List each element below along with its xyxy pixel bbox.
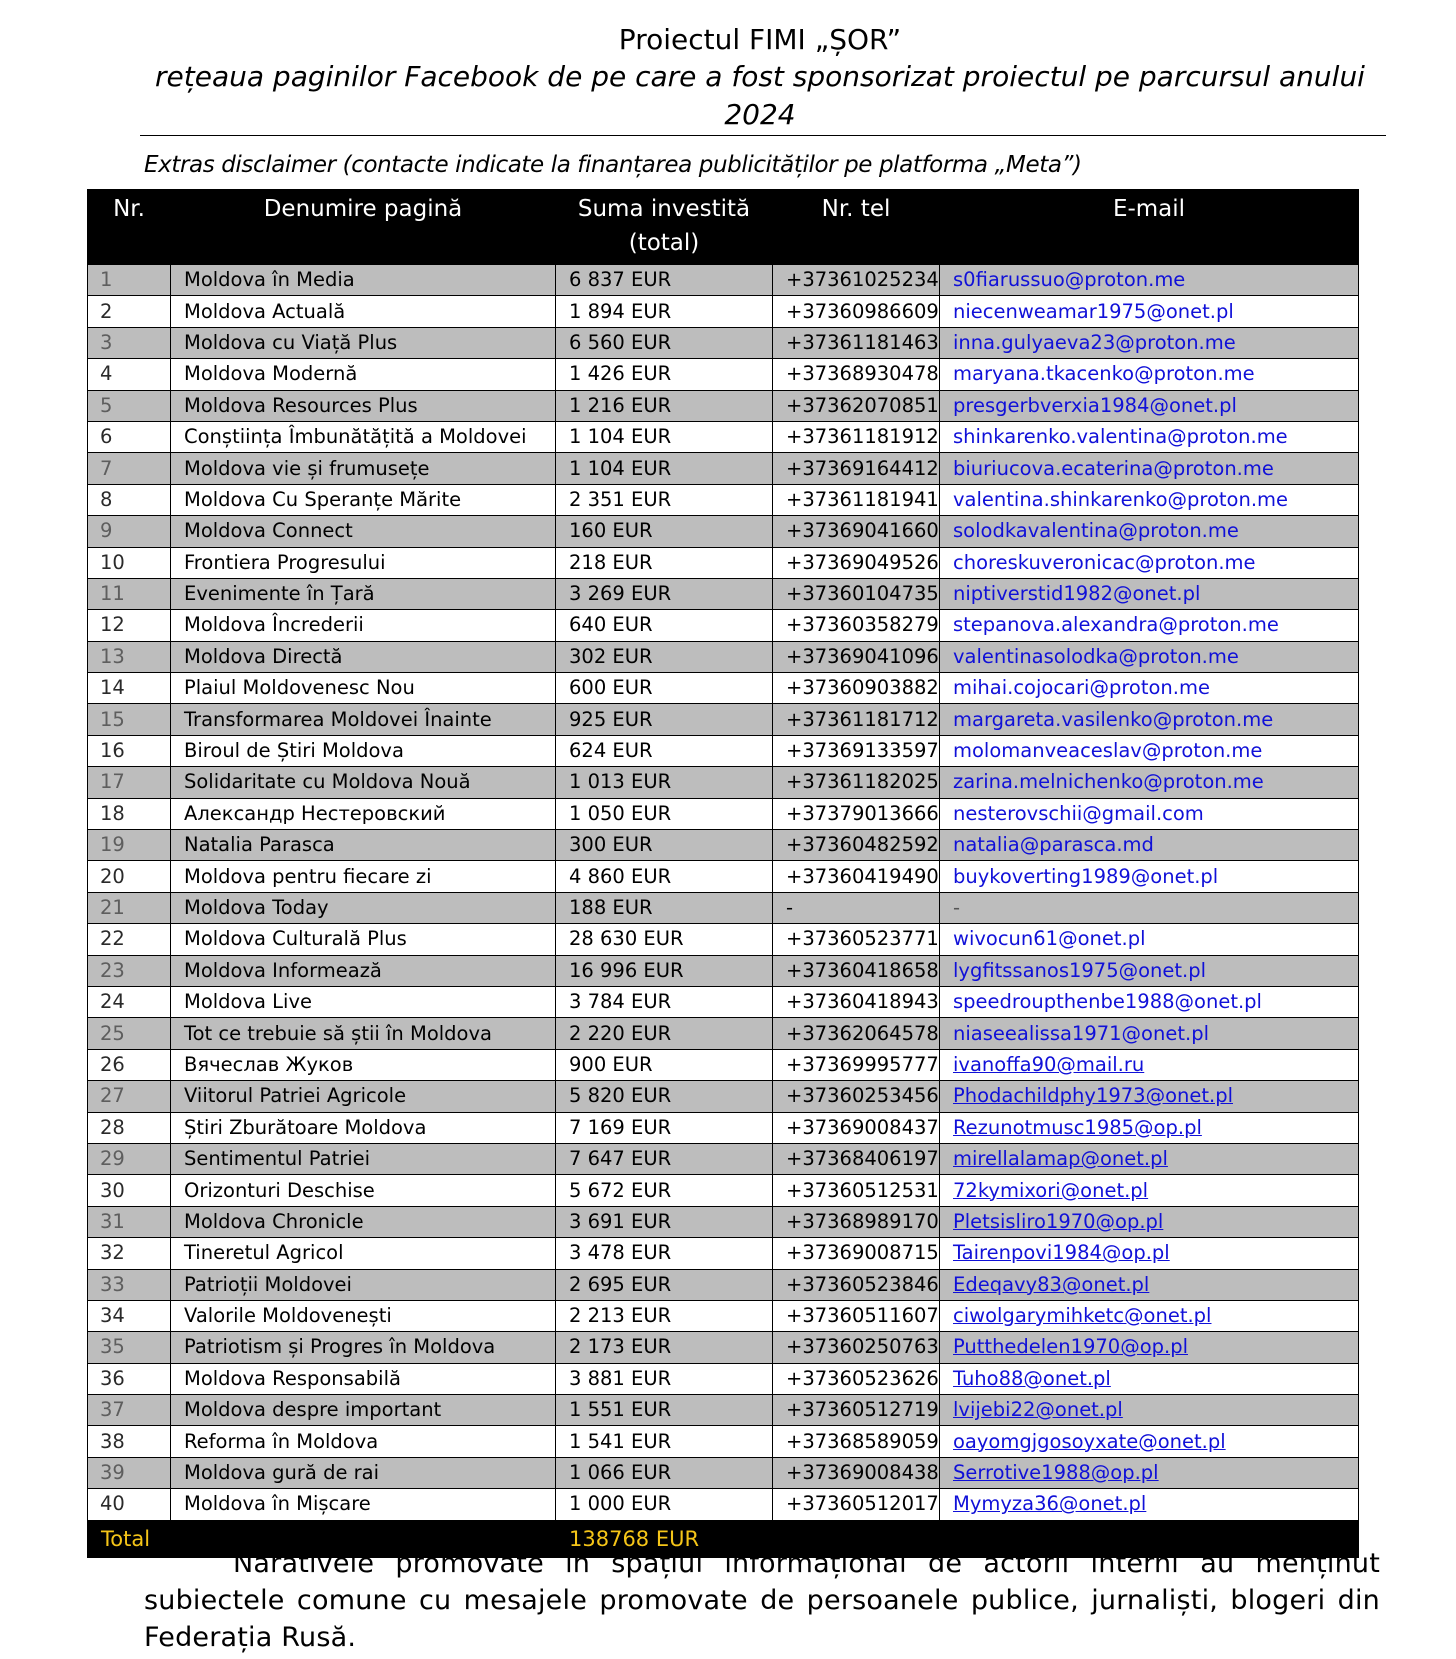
row-email-link[interactable]: wivocun61@onet.pl <box>953 927 1146 951</box>
table-row <box>88 924 1359 955</box>
table-row <box>88 1238 1359 1269</box>
row-email-cell <box>940 547 1359 578</box>
row-phone: +37360903882 <box>773 673 940 704</box>
row-phone: +37360512531 <box>773 1175 940 1206</box>
row-phone: +37360418943 <box>773 986 940 1017</box>
row-email-cell <box>940 1395 1359 1426</box>
table-row <box>88 641 1359 672</box>
pages-table <box>87 189 1359 1558</box>
document-subtitle: rețeaua paginilor Facebook de pe care a fost sponsorizat proiectul pe parcursul anului 2024 <box>155 60 1365 131</box>
row-page-name: Orizonturi Deschise <box>171 1175 556 1206</box>
row-email-cell <box>940 1112 1359 1143</box>
row-sum: 1 551 EUR <box>556 1395 773 1426</box>
table-row <box>88 578 1359 609</box>
header-sum <box>556 190 773 265</box>
row-email-link[interactable]: s0fiarussuo@proton.me <box>953 268 1186 292</box>
row-email-link[interactable]: margareta.vasilenko@proton.me <box>953 707 1274 731</box>
table-row <box>88 830 1359 861</box>
row-nr: 32 <box>88 1238 171 1269</box>
table-row <box>88 547 1359 578</box>
row-page-name: Moldova Încrederii <box>171 610 556 641</box>
row-email-link[interactable]: Tairenpovi1984@op.pl <box>953 1241 1170 1265</box>
row-phone: +37362070851 <box>773 390 940 421</box>
row-nr: 18 <box>88 798 171 829</box>
row-nr: 27 <box>88 1081 171 1112</box>
row-phone: +37361181941 <box>773 484 940 515</box>
row-page-name: Moldova Informează <box>171 955 556 986</box>
row-sum: 1 894 EUR <box>556 296 773 327</box>
row-email-cell <box>940 1049 1359 1080</box>
row-phone: +37360358279 <box>773 610 940 641</box>
row-page-name: Moldova Directă <box>171 641 556 672</box>
row-nr: 31 <box>88 1206 171 1237</box>
total-sum: 138768 EUR <box>556 1520 773 1557</box>
table-row <box>88 767 1359 798</box>
row-nr: 12 <box>88 610 171 641</box>
row-nr: 26 <box>88 1049 171 1080</box>
row-page-name: Moldova Actuală <box>171 296 556 327</box>
row-email-link[interactable]: Tuho88@onet.pl <box>953 1366 1111 1390</box>
table-body <box>88 265 1359 1521</box>
row-phone: +37368406197 <box>773 1143 940 1174</box>
row-sum: 302 EUR <box>556 641 773 672</box>
extract-caption: Extras disclaimer (contacte indicate la finanțarea publicităților pe platforma „Meta”) <box>144 152 1082 178</box>
table-row <box>88 453 1359 484</box>
row-email-link[interactable]: lvijebi22@onet.pl <box>953 1398 1123 1422</box>
row-phone: +37369995777 <box>773 1049 940 1080</box>
row-email-link[interactable]: choreskuveronicac@proton.me <box>953 550 1256 574</box>
row-sum: 3 478 EUR <box>556 1238 773 1269</box>
row-sum: 1 541 EUR <box>556 1426 773 1457</box>
row-nr: 19 <box>88 830 171 861</box>
row-phone: +37369008437 <box>773 1112 940 1143</box>
row-nr: 16 <box>88 735 171 766</box>
row-page-name: Patrioții Moldovei <box>171 1269 556 1300</box>
table-row <box>88 1175 1359 1206</box>
row-sum: 218 EUR <box>556 547 773 578</box>
row-email-link[interactable]: 72kymixori@onet.pl <box>953 1178 1149 1202</box>
row-sum: 900 EUR <box>556 1049 773 1080</box>
row-sum: 5 672 EUR <box>556 1175 773 1206</box>
row-phone: +37369164412 <box>773 453 940 484</box>
table-row <box>88 265 1359 296</box>
row-email-cell <box>940 861 1359 892</box>
row-page-name: Moldova în Mișcare <box>171 1489 556 1520</box>
row-phone: +37360250763 <box>773 1332 940 1363</box>
row-phone: - <box>773 892 940 923</box>
row-page-name: Evenimente în Țară <box>171 578 556 609</box>
row-page-name: Moldova în Media <box>171 265 556 296</box>
row-email-link[interactable]: niptiverstid1982@onet.pl <box>953 582 1201 606</box>
row-phone: +37368989170 <box>773 1206 940 1237</box>
row-nr: 35 <box>88 1332 171 1363</box>
row-email-link[interactable]: natalia@parasca.md <box>953 833 1154 857</box>
row-phone: +37368589059 <box>773 1426 940 1457</box>
header-sum-line2: (total) <box>628 230 700 256</box>
header-nr: Nr. <box>88 190 171 265</box>
row-email-cell <box>940 578 1359 609</box>
row-sum: 1 050 EUR <box>556 798 773 829</box>
header-page-name: Denumire pagină <box>171 190 556 265</box>
row-email-cell <box>940 1238 1359 1269</box>
row-email-link[interactable]: speedroupthenbe1988@onet.pl <box>953 990 1262 1014</box>
row-email-link[interactable]: Pletsisliro1970@op.pl <box>953 1209 1164 1233</box>
row-nr: 4 <box>88 359 171 390</box>
row-phone: +37369008438 <box>773 1457 940 1488</box>
row-email-link[interactable]: Putthedelen1970@op.pl <box>953 1335 1188 1359</box>
row-nr: 36 <box>88 1363 171 1394</box>
row-sum: 4 860 EUR <box>556 861 773 892</box>
row-nr: 8 <box>88 484 171 515</box>
row-sum: 6 560 EUR <box>556 327 773 358</box>
row-nr: 20 <box>88 861 171 892</box>
table-row <box>88 1300 1359 1331</box>
row-email-cell <box>940 1426 1359 1457</box>
row-email-link[interactable]: valentinasolodka@proton.me <box>953 644 1239 668</box>
row-page-name: Natalia Parasca <box>171 830 556 861</box>
row-phone: +37360482592 <box>773 830 940 861</box>
row-sum: 2 213 EUR <box>556 1300 773 1331</box>
row-page-name: Moldova Culturală Plus <box>171 924 556 955</box>
table-row <box>88 798 1359 829</box>
row-email-link[interactable]: inna.gulyaeva23@proton.me <box>953 330 1236 354</box>
row-page-name: Sentimentul Patriei <box>171 1143 556 1174</box>
row-sum: 16 996 EUR <box>556 955 773 986</box>
row-nr: 24 <box>88 986 171 1017</box>
table-row <box>88 1018 1359 1049</box>
total-label: Total <box>88 1520 171 1557</box>
row-email-link[interactable]: ciwolgarymihketc@onet.pl <box>953 1304 1212 1328</box>
table-row <box>88 1489 1359 1520</box>
table-row <box>88 327 1359 358</box>
row-page-name: Valorile Moldovenești <box>171 1300 556 1331</box>
row-sum: 640 EUR <box>556 610 773 641</box>
row-page-name: Frontiera Progresului <box>171 547 556 578</box>
row-sum: 300 EUR <box>556 830 773 861</box>
row-email-link[interactable]: presgerbverxia1984@onet.pl <box>953 393 1237 417</box>
row-nr: 15 <box>88 704 171 735</box>
row-phone: +37360419490 <box>773 861 940 892</box>
row-phone: +37360512719 <box>773 1395 940 1426</box>
row-phone: +37360523626 <box>773 1363 940 1394</box>
row-sum: 1 216 EUR <box>556 390 773 421</box>
table-row <box>88 986 1359 1017</box>
row-email-link[interactable]: molomanveaceslav@proton.me <box>953 739 1263 763</box>
row-page-name: Moldova Resources Plus <box>171 390 556 421</box>
table-row <box>88 1332 1359 1363</box>
row-page-name: Conștiința Îmbunătățită a Moldovei <box>171 421 556 452</box>
header-sum-line1: Suma investită <box>577 196 751 222</box>
row-nr: 30 <box>88 1175 171 1206</box>
table-row <box>88 484 1359 515</box>
table-row <box>88 1143 1359 1174</box>
row-page-name: Moldova gură de rai <box>171 1457 556 1488</box>
table-row <box>88 1457 1359 1488</box>
row-nr: 39 <box>88 1457 171 1488</box>
row-phone: +37360418658 <box>773 955 940 986</box>
row-nr: 14 <box>88 673 171 704</box>
table-row <box>88 1269 1359 1300</box>
row-nr: 23 <box>88 955 171 986</box>
row-email-link[interactable]: Rezunotmusc1985@op.pl <box>953 1115 1202 1139</box>
table-row <box>88 1081 1359 1112</box>
narrative-paragraph: Narativele promovate în spațiul informațional de actorii interni au menținut subiectele comune cu mesajele promovate de persoanele publice, jurnaliști, blogeri din Federația Rusă. <box>144 1548 1380 1653</box>
row-phone: +37368930478 <box>773 359 940 390</box>
row-phone: +37360104735 <box>773 578 940 609</box>
row-page-name: Moldova pentru fiecare zi <box>171 861 556 892</box>
row-phone: +37361025234 <box>773 265 940 296</box>
row-sum: 3 881 EUR <box>556 1363 773 1394</box>
row-email-cell <box>940 390 1359 421</box>
row-email-link[interactable]: Serrotive1988@op.pl <box>953 1461 1159 1485</box>
row-email-cell <box>940 421 1359 452</box>
row-page-name: Moldova Modernă <box>171 359 556 390</box>
row-sum: 188 EUR <box>556 892 773 923</box>
row-page-name: Вячеслав Жуков <box>171 1049 556 1080</box>
row-email-link[interactable]: Edeqavy83@onet.pl <box>953 1272 1150 1296</box>
title-divider <box>140 135 1386 136</box>
table-row <box>88 704 1359 735</box>
table-row <box>88 390 1359 421</box>
row-email-link[interactable]: nesterovschii@gmail.com <box>953 801 1204 825</box>
row-email-cell <box>940 767 1359 798</box>
row-page-name: Patriotism și Progres în Moldova <box>171 1332 556 1363</box>
table-row <box>88 955 1359 986</box>
row-page-name: Transformarea Moldovei Înainte <box>171 704 556 735</box>
row-phone: +37369133597 <box>773 735 940 766</box>
row-email-link[interactable]: valentina.shinkarenko@proton.me <box>953 487 1289 511</box>
row-nr: 13 <box>88 641 171 672</box>
row-nr: 6 <box>88 421 171 452</box>
row-email-link[interactable]: mirellalamap@onet.pl <box>953 1147 1168 1171</box>
row-page-name: Solidaritate cu Moldova Nouă <box>171 767 556 798</box>
table-row <box>88 1426 1359 1457</box>
row-page-name: Tot ce trebuie să știi în Moldova <box>171 1018 556 1049</box>
table-row <box>88 1049 1359 1080</box>
row-sum: 2 695 EUR <box>556 1269 773 1300</box>
row-email-cell <box>940 924 1359 955</box>
row-sum: 1 104 EUR <box>556 453 773 484</box>
row-phone: +37360523846 <box>773 1269 940 1300</box>
row-nr: 38 <box>88 1426 171 1457</box>
row-nr: 34 <box>88 1300 171 1331</box>
row-phone: +37369041096 <box>773 641 940 672</box>
table-row <box>88 735 1359 766</box>
row-email-cell <box>940 1018 1359 1049</box>
row-page-name: Moldova Connect <box>171 516 556 547</box>
row-email-cell <box>940 830 1359 861</box>
row-page-name: Александр Нестеровский <box>171 798 556 829</box>
row-email-cell <box>940 955 1359 986</box>
row-email-link[interactable]: Phodachildphy1973@onet.pl <box>953 1084 1233 1108</box>
row-sum: 6 837 EUR <box>556 265 773 296</box>
row-email-link[interactable]: maryana.tkacenko@proton.me <box>953 362 1255 386</box>
table-row <box>88 359 1359 390</box>
row-email-link[interactable]: shinkarenko.valentina@proton.me <box>953 425 1288 449</box>
row-sum: 1 066 EUR <box>556 1457 773 1488</box>
row-email-cell <box>940 516 1359 547</box>
row-page-name: Moldova Cu Speranțe Mărite <box>171 484 556 515</box>
row-email-cell <box>940 1300 1359 1331</box>
row-phone: +37361181463 <box>773 327 940 358</box>
row-phone: +37361182025 <box>773 767 940 798</box>
row-sum: 1 000 EUR <box>556 1489 773 1520</box>
row-page-name: Plaiul Moldovenesc Nou <box>171 673 556 704</box>
row-page-name: Tineretul Agricol <box>171 1238 556 1269</box>
row-sum: 28 630 EUR <box>556 924 773 955</box>
row-sum: 624 EUR <box>556 735 773 766</box>
table-header-row <box>88 190 1359 265</box>
row-sum: 7 169 EUR <box>556 1112 773 1143</box>
row-sum: 160 EUR <box>556 516 773 547</box>
row-sum: 2 351 EUR <box>556 484 773 515</box>
row-nr: 5 <box>88 390 171 421</box>
row-email-cell <box>940 798 1359 829</box>
row-email-link: - <box>953 896 961 919</box>
row-email-cell <box>940 1489 1359 1520</box>
document-title: Proiectul FIMI „ȘOR” <box>618 23 902 56</box>
row-nr: 25 <box>88 1018 171 1049</box>
row-email-link[interactable]: niecenweamar1975@onet.pl <box>953 299 1234 323</box>
row-nr: 29 <box>88 1143 171 1174</box>
row-phone: +37369008715 <box>773 1238 940 1269</box>
row-page-name: Moldova Today <box>171 892 556 923</box>
row-nr: 21 <box>88 892 171 923</box>
row-phone: +37360511607 <box>773 1300 940 1331</box>
row-email-cell <box>940 1269 1359 1300</box>
row-sum: 1 104 EUR <box>556 421 773 452</box>
row-sum: 5 820 EUR <box>556 1081 773 1112</box>
row-email-cell <box>940 673 1359 704</box>
row-email-cell <box>940 1175 1359 1206</box>
row-page-name: Știri Zburătoare Moldova <box>171 1112 556 1143</box>
row-page-name: Moldova despre important <box>171 1395 556 1426</box>
row-email-link[interactable]: ivanoffa90@mail.ru <box>953 1052 1145 1076</box>
row-email-cell <box>940 986 1359 1017</box>
table-row <box>88 1206 1359 1237</box>
row-email-cell <box>940 296 1359 327</box>
row-phone: +37360523771 <box>773 924 940 955</box>
row-email-link[interactable]: lygfitssanos1975@onet.pl <box>953 958 1207 982</box>
row-nr: 7 <box>88 453 171 484</box>
row-phone: +37361181912 <box>773 421 940 452</box>
table-row <box>88 516 1359 547</box>
row-email-cell <box>940 453 1359 484</box>
header-email: E-mail <box>940 190 1359 265</box>
row-nr: 17 <box>88 767 171 798</box>
row-phone: +37379013666 <box>773 798 940 829</box>
row-nr: 11 <box>88 578 171 609</box>
row-email-cell <box>940 1206 1359 1237</box>
row-email-cell <box>940 265 1359 296</box>
row-email-link[interactable]: biuriucova.ecaterina@proton.me <box>953 456 1274 480</box>
row-sum: 2 173 EUR <box>556 1332 773 1363</box>
table-row <box>88 1395 1359 1426</box>
table-row <box>88 673 1359 704</box>
row-phone: +37369041660 <box>773 516 940 547</box>
row-page-name: Biroul de Știri Moldova <box>171 735 556 766</box>
table-row <box>88 296 1359 327</box>
row-phone: +37361181712 <box>773 704 940 735</box>
row-sum: 1 426 EUR <box>556 359 773 390</box>
row-email-link[interactable]: buykoverting1989@onet.pl <box>953 864 1219 888</box>
row-sum: 3 784 EUR <box>556 986 773 1017</box>
row-email-cell <box>940 484 1359 515</box>
row-nr: 37 <box>88 1395 171 1426</box>
table-row <box>88 1112 1359 1143</box>
row-page-name: Moldova cu Viață Plus <box>171 327 556 358</box>
row-sum: 925 EUR <box>556 704 773 735</box>
row-email-cell <box>940 1332 1359 1363</box>
row-email-cell <box>940 327 1359 358</box>
row-email-link[interactable]: oayomgjgosoyxate@onet.pl <box>953 1429 1226 1453</box>
row-phone: +37360253456 <box>773 1081 940 1112</box>
row-page-name: Reforma în Moldova <box>171 1426 556 1457</box>
row-nr: 33 <box>88 1269 171 1300</box>
row-email-link[interactable]: niaseealissa1971@onet.pl <box>953 1021 1209 1045</box>
row-email-link[interactable]: solodkavalentina@proton.me <box>953 519 1239 543</box>
row-nr: 28 <box>88 1112 171 1143</box>
row-email-link[interactable]: mihai.cojocari@proton.me <box>953 676 1210 700</box>
row-email-cell <box>940 1363 1359 1394</box>
header-phone: Nr. tel <box>773 190 940 265</box>
row-nr: 1 <box>88 265 171 296</box>
row-phone: +37362064578 <box>773 1018 940 1049</box>
row-sum: 3 269 EUR <box>556 578 773 609</box>
row-nr: 22 <box>88 924 171 955</box>
row-email-cell <box>940 1457 1359 1488</box>
row-email-link[interactable]: zarina.melnichenko@proton.me <box>953 770 1264 794</box>
table-row <box>88 1363 1359 1394</box>
row-nr: 40 <box>88 1489 171 1520</box>
row-nr: 10 <box>88 547 171 578</box>
row-sum: 2 220 EUR <box>556 1018 773 1049</box>
row-page-name: Moldova vie și frumusețe <box>171 453 556 484</box>
row-email-cell <box>940 892 1359 923</box>
row-email-cell <box>940 704 1359 735</box>
row-email-cell <box>940 359 1359 390</box>
row-email-cell <box>940 1143 1359 1174</box>
table-row <box>88 892 1359 923</box>
row-sum: 3 691 EUR <box>556 1206 773 1237</box>
row-page-name: Moldova Responsabilă <box>171 1363 556 1394</box>
row-phone: +37369049526 <box>773 547 940 578</box>
row-nr: 9 <box>88 516 171 547</box>
row-email-cell <box>940 641 1359 672</box>
row-page-name: Moldova Live <box>171 986 556 1017</box>
row-email-link[interactable]: Mymyza36@onet.pl <box>953 1492 1147 1516</box>
row-nr: 2 <box>88 296 171 327</box>
row-sum: 1 013 EUR <box>556 767 773 798</box>
row-phone: +37360986609 <box>773 296 940 327</box>
row-sum: 7 647 EUR <box>556 1143 773 1174</box>
table-row <box>88 421 1359 452</box>
row-email-cell <box>940 1081 1359 1112</box>
row-phone: +37360512017 <box>773 1489 940 1520</box>
row-nr: 3 <box>88 327 171 358</box>
row-email-cell <box>940 610 1359 641</box>
row-page-name: Viitorul Patriei Agricole <box>171 1081 556 1112</box>
row-email-cell <box>940 735 1359 766</box>
table-row <box>88 861 1359 892</box>
row-sum: 600 EUR <box>556 673 773 704</box>
table-row <box>88 610 1359 641</box>
row-page-name: Moldova Chronicle <box>171 1206 556 1237</box>
row-email-link[interactable]: stepanova.alexandra@proton.me <box>953 613 1279 637</box>
